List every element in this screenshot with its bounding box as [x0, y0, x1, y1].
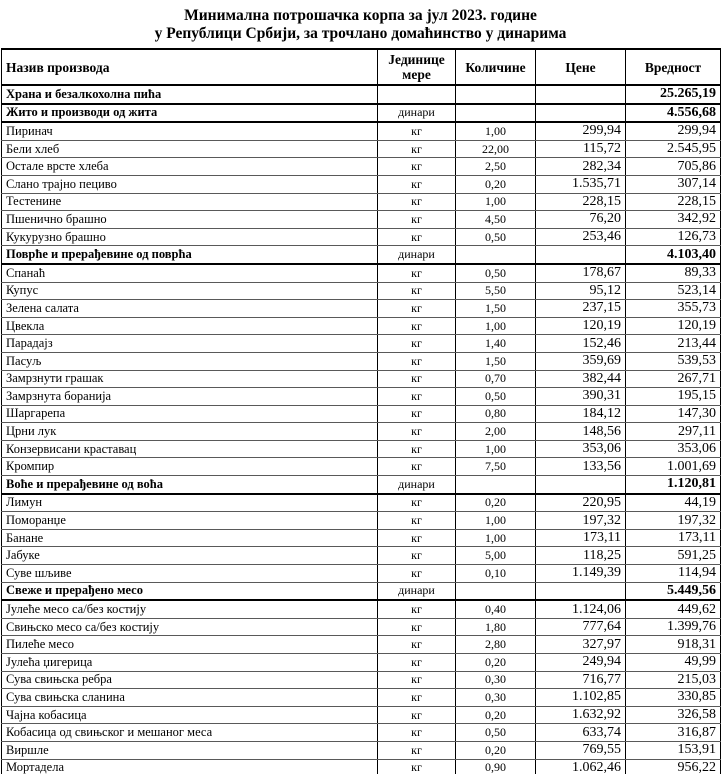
unit-cell: кг: [378, 175, 456, 193]
unit-cell: кг: [378, 282, 456, 300]
price-cell: 148,56: [536, 423, 626, 441]
price-cell: 769,55: [536, 741, 626, 759]
table-row: [2, 618, 721, 636]
value-cell: 918,31: [626, 636, 721, 654]
product-name-cell: Пшенично брашно: [2, 211, 378, 229]
price-cell: 359,69: [536, 352, 626, 370]
product-name-cell: Парадајз: [2, 335, 378, 353]
price-cell: 184,12: [536, 405, 626, 423]
unit-cell: кг: [378, 211, 456, 229]
unit-cell: кг: [378, 370, 456, 388]
value-cell: 215,03: [626, 671, 721, 689]
table-row: [2, 158, 721, 176]
product-name-cell: Храна и безалкохолна пића: [2, 85, 378, 104]
unit-cell: кг: [378, 636, 456, 654]
quantity-cell: 5,00: [456, 547, 536, 565]
value-cell: 523,14: [626, 282, 721, 300]
value-cell: 1.001,69: [626, 458, 721, 476]
value-cell: 147,30: [626, 405, 721, 423]
product-name-cell: Јулеће месо са/без костију: [2, 600, 378, 618]
quantity-cell: 0,50: [456, 228, 536, 246]
value-cell: 297,11: [626, 423, 721, 441]
value-cell: 120,19: [626, 317, 721, 335]
table-row: [2, 671, 721, 689]
unit-cell: динари: [378, 246, 456, 264]
price-cell: [536, 85, 626, 104]
value-cell: 213,44: [626, 335, 721, 353]
quantity-cell: 0,50: [456, 724, 536, 742]
table-row: [2, 759, 721, 774]
unit-cell: кг: [378, 228, 456, 246]
product-name-cell: Чајна кобасица: [2, 706, 378, 724]
quantity-cell: 5,50: [456, 282, 536, 300]
quantity-cell: 1,00: [456, 317, 536, 335]
value-cell: 25.265,19: [626, 85, 721, 104]
value-cell: 44,19: [626, 494, 721, 512]
price-cell: 390,31: [536, 388, 626, 406]
table-row: [2, 600, 721, 618]
unit-cell: кг: [378, 335, 456, 353]
value-cell: 342,92: [626, 211, 721, 229]
product-name-cell: Свеже и прерађено месо: [2, 582, 378, 600]
value-cell: 267,71: [626, 370, 721, 388]
quantity-cell: 0,90: [456, 759, 536, 774]
price-cell: 220,95: [536, 494, 626, 512]
quantity-cell: 0,20: [456, 741, 536, 759]
product-name-cell: Жито и производи од жита: [2, 104, 378, 123]
quantity-cell: 22,00: [456, 140, 536, 158]
product-name-cell: Кукурузно брашно: [2, 228, 378, 246]
table-body: [2, 85, 721, 774]
unit-cell: кг: [378, 547, 456, 565]
quantity-cell: 1,00: [456, 440, 536, 458]
column-header-value: Вредност: [626, 49, 721, 85]
price-cell: [536, 246, 626, 264]
table-row: [2, 211, 721, 229]
value-cell: 307,14: [626, 175, 721, 193]
quantity-cell: 7,50: [456, 458, 536, 476]
price-cell: 152,46: [536, 335, 626, 353]
product-name-cell: Замрзнута боранија: [2, 388, 378, 406]
price-cell: 95,12: [536, 282, 626, 300]
unit-cell: кг: [378, 388, 456, 406]
unit-cell: кг: [378, 724, 456, 742]
unit-cell: кг: [378, 300, 456, 318]
price-cell: 1.632,92: [536, 706, 626, 724]
price-cell: 716,77: [536, 671, 626, 689]
table-row: [2, 476, 721, 494]
table-row: [2, 706, 721, 724]
unit-cell: динари: [378, 582, 456, 600]
quantity-cell: 2,50: [456, 158, 536, 176]
product-name-cell: Слано трајно пециво: [2, 175, 378, 193]
table-row: [2, 512, 721, 530]
value-cell: 4.103,40: [626, 246, 721, 264]
quantity-cell: 0,50: [456, 388, 536, 406]
table-row: [2, 264, 721, 282]
price-cell: 1.535,71: [536, 175, 626, 193]
quantity-cell: [456, 582, 536, 600]
price-cell: 282,34: [536, 158, 626, 176]
value-cell: 195,15: [626, 388, 721, 406]
table-row: [2, 547, 721, 565]
quantity-cell: 1,40: [456, 335, 536, 353]
table-row: [2, 724, 721, 742]
quantity-cell: 1,00: [456, 193, 536, 211]
table-row: [2, 370, 721, 388]
product-name-cell: Пиринач: [2, 122, 378, 140]
table-row: [2, 175, 721, 193]
value-cell: 355,73: [626, 300, 721, 318]
unit-cell: динари: [378, 476, 456, 494]
unit-cell: кг: [378, 423, 456, 441]
table-row: [2, 405, 721, 423]
quantity-cell: 0,70: [456, 370, 536, 388]
value-cell: 228,15: [626, 193, 721, 211]
quantity-cell: 1,50: [456, 352, 536, 370]
table-row: [2, 565, 721, 583]
product-name-cell: Шаргарепа: [2, 405, 378, 423]
price-cell: [536, 582, 626, 600]
table-row: [2, 582, 721, 600]
column-header-quantity: Количине: [456, 49, 536, 85]
quantity-cell: [456, 476, 536, 494]
unit-cell: кг: [378, 529, 456, 547]
price-cell: 173,11: [536, 529, 626, 547]
unit-cell: кг: [378, 741, 456, 759]
product-name-cell: Замрзнути грашак: [2, 370, 378, 388]
value-cell: 353,06: [626, 440, 721, 458]
quantity-cell: 1,50: [456, 300, 536, 318]
value-cell: 2.545,95: [626, 140, 721, 158]
value-cell: 153,91: [626, 741, 721, 759]
table-row: [2, 335, 721, 353]
unit-cell: кг: [378, 317, 456, 335]
price-cell: 1.149,39: [536, 565, 626, 583]
quantity-cell: 0,80: [456, 405, 536, 423]
table-header: [2, 49, 721, 85]
value-cell: 1.120,81: [626, 476, 721, 494]
value-cell: 326,58: [626, 706, 721, 724]
value-cell: 197,32: [626, 512, 721, 530]
unit-cell: кг: [378, 440, 456, 458]
price-cell: 382,44: [536, 370, 626, 388]
product-name-cell: Пилеће месо: [2, 636, 378, 654]
table-row: [2, 741, 721, 759]
product-name-cell: Поврће и прерађевине од поврћа: [2, 246, 378, 264]
table-row: [2, 423, 721, 441]
table-row: [2, 246, 721, 264]
product-name-cell: Кобасица од свињског и мешаног меса: [2, 724, 378, 742]
price-cell: 353,06: [536, 440, 626, 458]
value-cell: 114,94: [626, 565, 721, 583]
value-cell: 5.449,56: [626, 582, 721, 600]
product-name-cell: Купус: [2, 282, 378, 300]
product-name-cell: Спанаћ: [2, 264, 378, 282]
price-cell: 1.102,85: [536, 689, 626, 707]
price-cell: 237,15: [536, 300, 626, 318]
product-name-cell: Зелена салата: [2, 300, 378, 318]
table-row: [2, 282, 721, 300]
quantity-cell: 4,50: [456, 211, 536, 229]
price-cell: 249,94: [536, 654, 626, 672]
unit-cell: кг: [378, 352, 456, 370]
unit-cell: кг: [378, 122, 456, 140]
quantity-cell: 0,50: [456, 264, 536, 282]
value-cell: 173,11: [626, 529, 721, 547]
column-header-price: Цене: [536, 49, 626, 85]
table-row: [2, 140, 721, 158]
unit-cell: кг: [378, 140, 456, 158]
value-cell: 4.556,68: [626, 104, 721, 123]
quantity-cell: 1,00: [456, 122, 536, 140]
unit-cell: динари: [378, 104, 456, 123]
title-line-1: Минимална потрошачка корпа за јул 2023. године: [184, 7, 537, 24]
unit-cell: кг: [378, 405, 456, 423]
unit-cell: кг: [378, 512, 456, 530]
product-name-cell: Воће и прерађевине од воћа: [2, 476, 378, 494]
value-cell: 956,22: [626, 759, 721, 774]
price-cell: 115,72: [536, 140, 626, 158]
price-cell: 1.062,46: [536, 759, 626, 774]
quantity-cell: 0,30: [456, 689, 536, 707]
price-cell: 178,67: [536, 264, 626, 282]
price-cell: 133,56: [536, 458, 626, 476]
table-row: [2, 636, 721, 654]
product-name-cell: Тестенине: [2, 193, 378, 211]
product-name-cell: Конзервисани краставац: [2, 440, 378, 458]
table-row: [2, 104, 721, 123]
product-name-cell: Лимун: [2, 494, 378, 512]
title-line-2: у Републици Србији, за трочлано домаћинство у динарима: [154, 25, 567, 42]
product-name-cell: Остале врсте хлеба: [2, 158, 378, 176]
product-name-cell: Сува свињска сланина: [2, 689, 378, 707]
value-cell: 1.399,76: [626, 618, 721, 636]
price-cell: 253,46: [536, 228, 626, 246]
consumer-basket-table: [1, 48, 721, 774]
product-name-cell: Пасуљ: [2, 352, 378, 370]
value-cell: 705,86: [626, 158, 721, 176]
product-name-cell: Поморанџе: [2, 512, 378, 530]
unit-cell: кг: [378, 759, 456, 774]
product-name-cell: Кромпир: [2, 458, 378, 476]
product-name-cell: Јулећа џигерица: [2, 654, 378, 672]
table-row: [2, 529, 721, 547]
table-row: [2, 388, 721, 406]
product-name-cell: Бели хлеб: [2, 140, 378, 158]
product-name-cell: Јабуке: [2, 547, 378, 565]
unit-cell: кг: [378, 193, 456, 211]
table-row: [2, 193, 721, 211]
table-row: [2, 122, 721, 140]
product-name-cell: Суве шљиве: [2, 565, 378, 583]
quantity-cell: 1,00: [456, 529, 536, 547]
quantity-cell: [456, 246, 536, 264]
price-cell: 76,20: [536, 211, 626, 229]
value-cell: 316,87: [626, 724, 721, 742]
price-cell: 327,97: [536, 636, 626, 654]
unit-cell: кг: [378, 565, 456, 583]
column-header-unit: Јединице мере: [378, 49, 456, 85]
quantity-cell: 1,80: [456, 618, 536, 636]
table-row: [2, 317, 721, 335]
quantity-cell: 0,40: [456, 600, 536, 618]
price-cell: [536, 476, 626, 494]
value-cell: 449,62: [626, 600, 721, 618]
price-cell: 120,19: [536, 317, 626, 335]
product-name-cell: Свињско месо са/без костију: [2, 618, 378, 636]
unit-cell: кг: [378, 671, 456, 689]
quantity-cell: 0,20: [456, 494, 536, 512]
value-cell: 591,25: [626, 547, 721, 565]
quantity-cell: 0,30: [456, 671, 536, 689]
price-cell: 633,74: [536, 724, 626, 742]
table-row: [2, 689, 721, 707]
value-cell: 89,33: [626, 264, 721, 282]
table-row: [2, 228, 721, 246]
quantity-cell: 0,20: [456, 175, 536, 193]
product-name-cell: Црни лук: [2, 423, 378, 441]
product-name-cell: Виршле: [2, 741, 378, 759]
table-row: [2, 654, 721, 672]
value-cell: 49,99: [626, 654, 721, 672]
unit-cell: кг: [378, 689, 456, 707]
document-title: [0, 0, 721, 48]
quantity-cell: 1,00: [456, 512, 536, 530]
product-name-cell: Сува свињска ребра: [2, 671, 378, 689]
table-row: [2, 494, 721, 512]
quantity-cell: 0,10: [456, 565, 536, 583]
unit-cell: кг: [378, 158, 456, 176]
value-cell: 299,94: [626, 122, 721, 140]
unit-cell: кг: [378, 618, 456, 636]
quantity-cell: 0,20: [456, 654, 536, 672]
price-cell: 118,25: [536, 547, 626, 565]
table-row: [2, 440, 721, 458]
quantity-cell: 2,00: [456, 423, 536, 441]
table-row: [2, 85, 721, 104]
value-cell: 330,85: [626, 689, 721, 707]
quantity-cell: [456, 104, 536, 123]
unit-cell: [378, 85, 456, 104]
price-cell: 197,32: [536, 512, 626, 530]
price-cell: [536, 104, 626, 123]
product-name-cell: Мортадела: [2, 759, 378, 774]
price-cell: 228,15: [536, 193, 626, 211]
quantity-cell: 0,20: [456, 706, 536, 724]
quantity-cell: [456, 85, 536, 104]
product-name-cell: Цвекла: [2, 317, 378, 335]
product-name-cell: Банане: [2, 529, 378, 547]
unit-cell: кг: [378, 706, 456, 724]
quantity-cell: 2,80: [456, 636, 536, 654]
column-header-product-name: Назив производа: [2, 49, 378, 85]
unit-cell: кг: [378, 654, 456, 672]
value-cell: 126,73: [626, 228, 721, 246]
price-cell: 1.124,06: [536, 600, 626, 618]
table-row: [2, 300, 721, 318]
unit-cell: кг: [378, 600, 456, 618]
price-cell: 299,94: [536, 122, 626, 140]
unit-cell: кг: [378, 494, 456, 512]
table-row: [2, 352, 721, 370]
unit-cell: кг: [378, 264, 456, 282]
header-row: [2, 49, 721, 85]
value-cell: 539,53: [626, 352, 721, 370]
unit-cell: кг: [378, 458, 456, 476]
table-row: [2, 458, 721, 476]
price-cell: 777,64: [536, 618, 626, 636]
